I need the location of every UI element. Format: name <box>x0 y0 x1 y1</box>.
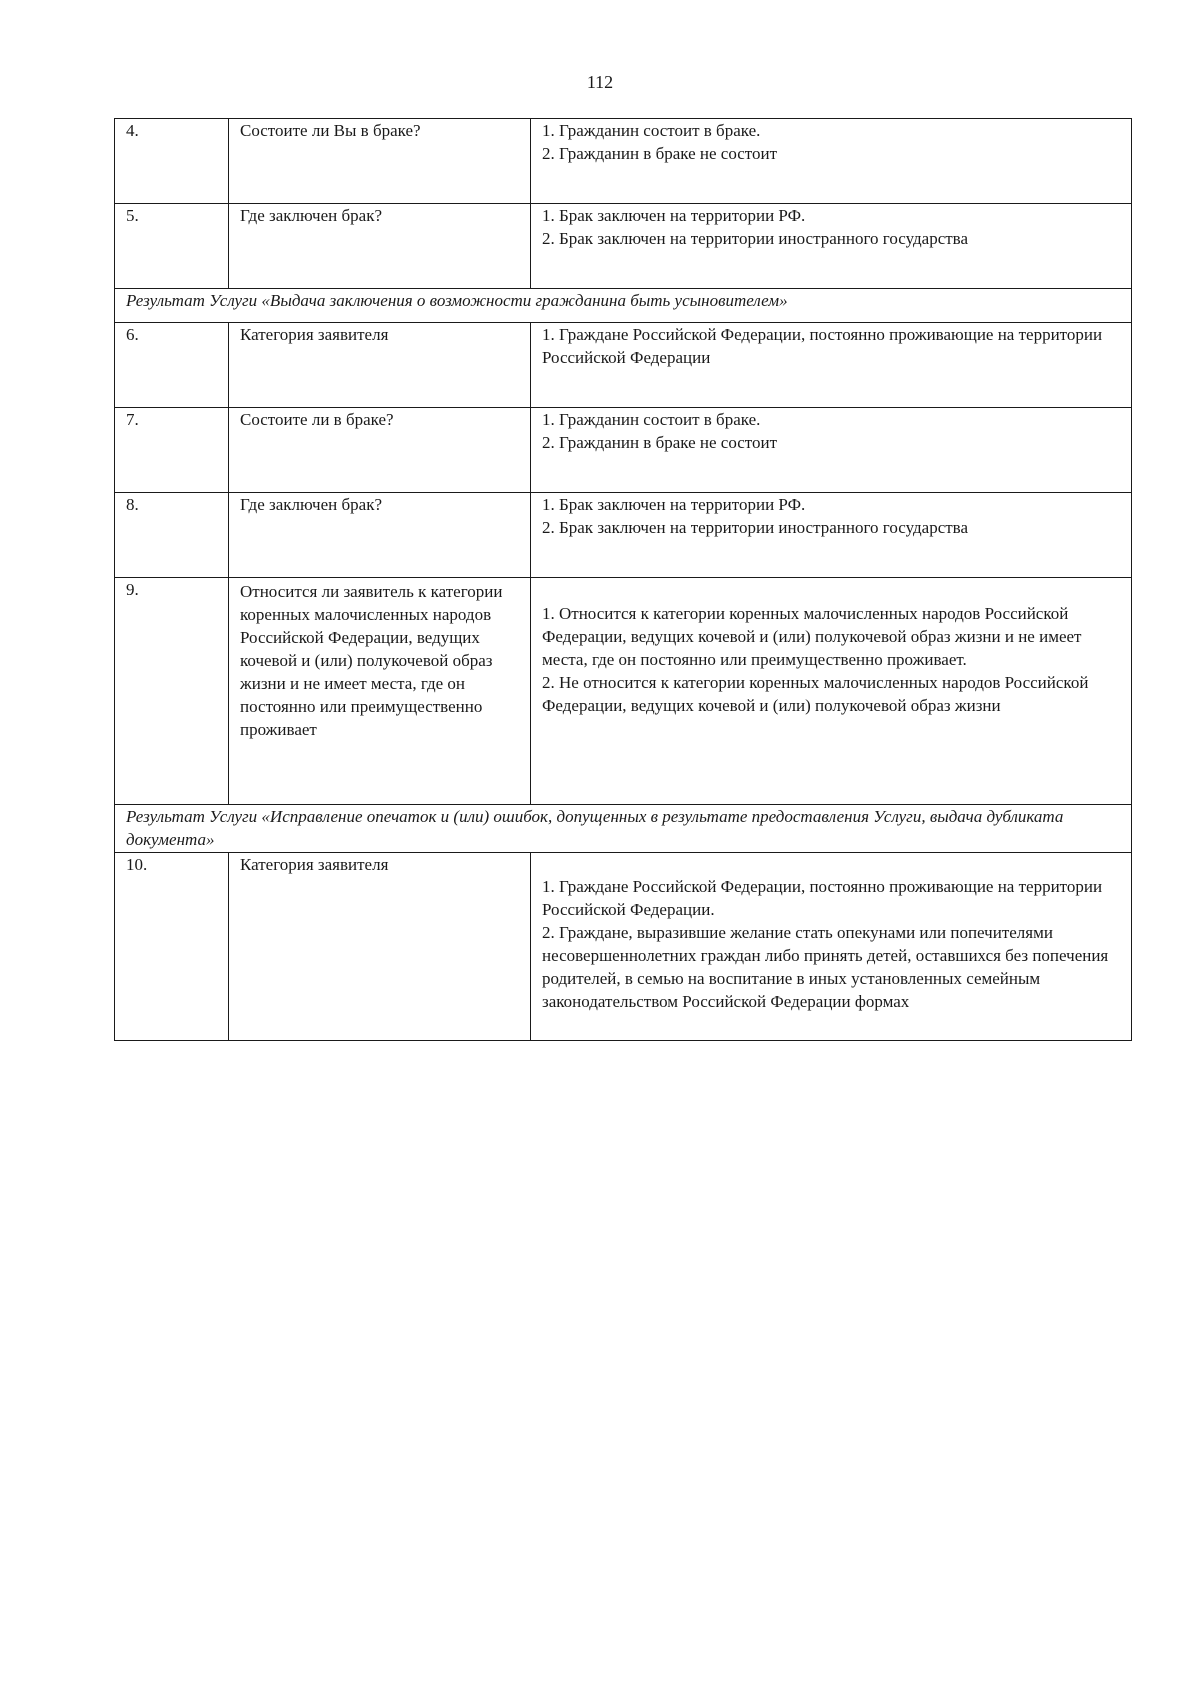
table-row <box>115 323 1132 408</box>
answer-option: 1. Граждане Российской Федерации, постоянно проживающие на территории Российской Федерации. <box>542 877 1103 919</box>
answer-cell <box>531 323 1132 408</box>
section-header: Результат Услуги «Выдача заключения о возможности гражданина быть усыновителем» <box>115 289 1132 323</box>
row-number: 10. <box>115 853 229 1041</box>
answer-option: 1. Гражданин состоит в браке. <box>542 121 761 140</box>
row-number: 8. <box>115 493 229 578</box>
section-row <box>115 289 1132 323</box>
answer-option: 2. Гражданин в браке не состоит <box>542 433 778 452</box>
answer-option: 1. Гражданин состоит в браке. <box>542 410 761 429</box>
answer-cell <box>531 853 1132 1041</box>
answer-option: 1. Граждане Российской Федерации, постоянно проживающие на территории Российской Федерации <box>542 325 1103 367</box>
answer-option: 2. Брак заключен на территории иностранного государства <box>542 518 969 537</box>
table-row <box>115 853 1132 1041</box>
table-row <box>115 408 1132 493</box>
question-cell: Категория заявителя <box>229 853 531 1041</box>
criteria-table <box>114 118 1132 1041</box>
answer-option: 1. Брак заключен на территории РФ. <box>542 495 806 514</box>
answer-cell <box>531 204 1132 289</box>
page-number: 112 <box>586 72 614 92</box>
question-cell: Где заключен брак? <box>229 204 531 289</box>
answer-option: 2. Брак заключен на территории иностранного государства <box>542 229 969 248</box>
question-cell: Состоите ли в браке? <box>229 408 531 493</box>
answer-option: 1. Брак заключен на территории РФ. <box>542 206 806 225</box>
answer-cell <box>531 408 1132 493</box>
table-row <box>115 578 1132 805</box>
question-cell: Относится ли заявитель к категории коренных малочисленных народов Российской Федерации, ведущих кочевой и (или) полукочевой образ жизни и не имеет места, где он постоянно или преимущественно проживает <box>229 578 531 805</box>
section-header: Результат Услуги «Исправление опечаток и (или) ошибок, допущенных в результате предоставления Услуги, выдача дубликата документа» <box>115 805 1132 853</box>
row-number: 9. <box>115 578 229 805</box>
question-cell: Состоите ли Вы в браке? <box>229 119 531 204</box>
row-number: 5. <box>115 204 229 289</box>
section-row <box>115 805 1132 853</box>
question-cell: Категория заявителя <box>229 323 531 408</box>
table-row <box>115 493 1132 578</box>
row-number: 6. <box>115 323 229 408</box>
question-cell: Где заключен брак? <box>229 493 531 578</box>
answer-option: 2. Гражданин в браке не состоит <box>542 144 778 163</box>
table-row <box>115 204 1132 289</box>
table-row <box>115 119 1132 204</box>
answer-cell <box>531 493 1132 578</box>
row-number: 4. <box>115 119 229 204</box>
answer-option: 2. Не относится к категории коренных малочисленных народов Российской Федерации, ведущих кочевой и (или) полукочевой образ жизни <box>542 673 1089 715</box>
answer-option: 2. Граждане, выразившие желание стать опекунами или попечителями несовершеннолетних граждан либо принять детей, оставшихся без попечения родителей, в семью на воспитание в иных установленных семейным законодательством Российской Федерации формах <box>542 923 1109 1011</box>
answer-option: 1. Относится к категории коренных малочисленных народов Российской Федерации, ведущих кочевой и (или) полукочевой образ жизни и не имеет места, где он постоянно или преимущественно проживает. <box>542 604 1082 669</box>
row-number: 7. <box>115 408 229 493</box>
answer-cell <box>531 578 1132 805</box>
answer-cell <box>531 119 1132 204</box>
